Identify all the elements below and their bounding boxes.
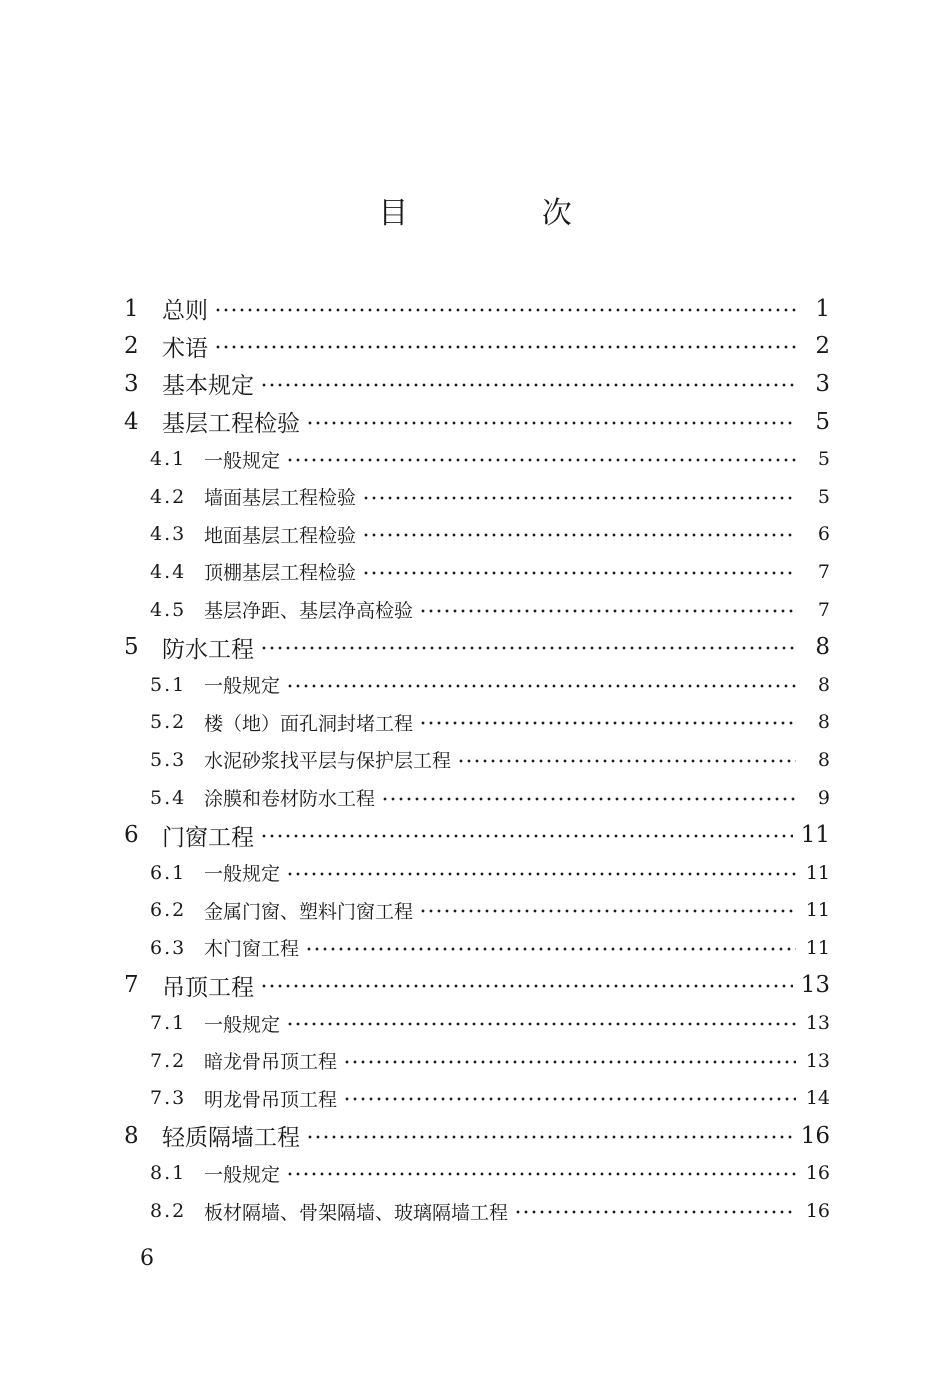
toc-entry-number: 1	[124, 295, 139, 322]
toc-dot-leader	[419, 909, 796, 913]
toc-entry-page: 13	[805, 1049, 830, 1072]
footer-page-number: 6	[140, 1246, 154, 1271]
toc-entry-page: 11	[805, 936, 830, 959]
toc-entry-label: 防水工程	[162, 636, 254, 663]
toc-chapter-entry[interactable]	[124, 967, 830, 1005]
toc-entry-page: 5	[815, 408, 830, 435]
table-of-contents	[124, 290, 830, 1230]
toc-entry-number: 2	[124, 333, 139, 360]
toc-section-entry[interactable]	[124, 704, 830, 742]
toc-entry-label: 明龙骨吊顶工程	[204, 1088, 338, 1111]
toc-entry-number: 7.2	[150, 1049, 187, 1072]
toc-entry-page: 6	[817, 523, 830, 546]
toc-chapter-entry[interactable]	[124, 403, 830, 441]
toc-entry-page: 7	[817, 560, 830, 583]
toc-entry-number: 5.4	[150, 786, 187, 809]
toc-entry-label: 水泥砂浆找平层与保护层工程	[204, 750, 452, 773]
toc-entry-label: 门窗工程	[162, 824, 254, 851]
toc-dot-leader	[362, 496, 796, 500]
toc-entry-label: 金属门窗、塑料门窗工程	[204, 900, 414, 923]
toc-entry-label: 一般规定	[204, 449, 281, 472]
toc-entry-page: 11	[805, 861, 830, 884]
toc-entry-number: 3	[124, 370, 139, 397]
toc-dot-leader	[260, 383, 796, 387]
toc-entry-number: 4.4	[150, 560, 187, 583]
toc-section-entry[interactable]	[124, 1155, 830, 1193]
toc-dot-leader	[286, 684, 796, 688]
toc-entry-label: 总则	[162, 298, 208, 325]
toc-entry-number: 7.3	[150, 1087, 187, 1110]
toc-entry-number: 8.2	[150, 1200, 187, 1223]
toc-entry-page: 8	[817, 673, 830, 696]
toc-entry-page: 5	[817, 448, 830, 471]
toc-dot-leader	[286, 872, 796, 876]
toc-dot-leader	[306, 421, 796, 425]
toc-dot-leader	[343, 1060, 796, 1064]
toc-dot-leader	[286, 1172, 796, 1176]
toc-dot-leader	[457, 759, 796, 763]
toc-dot-leader	[306, 1135, 793, 1139]
toc-section-entry[interactable]	[124, 741, 830, 779]
toc-entry-number: 5	[124, 634, 139, 661]
toc-entry-label: 暗龙骨吊顶工程	[204, 1051, 338, 1074]
toc-entry-page: 13	[800, 972, 830, 999]
toc-entry-number: 4.3	[150, 523, 187, 546]
toc-entry-number: 5.3	[150, 748, 187, 771]
toc-dot-leader	[286, 458, 796, 462]
toc-entry-label: 一般规定	[204, 1013, 281, 1036]
toc-section-entry[interactable]	[124, 1079, 830, 1117]
toc-section-entry[interactable]	[124, 854, 830, 892]
toc-entry-number: 8.1	[150, 1162, 187, 1185]
toc-section-entry[interactable]	[124, 516, 830, 554]
toc-section-entry[interactable]	[124, 1004, 830, 1042]
toc-chapter-entry[interactable]	[124, 816, 830, 854]
toc-dot-leader	[419, 721, 796, 725]
toc-entry-page: 3	[815, 370, 830, 397]
toc-dot-leader	[286, 1022, 796, 1026]
toc-dot-leader	[362, 571, 796, 575]
toc-entry-label: 涂膜和卷材防水工程	[204, 788, 376, 811]
toc-entry-number: 6	[124, 822, 139, 849]
toc-dot-leader	[362, 533, 796, 537]
toc-entry-number: 8	[124, 1122, 139, 1149]
toc-dot-leader	[260, 646, 796, 650]
toc-entry-label: 基层净距、基层净高检验	[204, 600, 414, 623]
toc-entry-page: 1	[815, 295, 830, 322]
toc-entry-number: 4.1	[150, 448, 187, 471]
page-title: 目 次	[378, 196, 634, 231]
toc-chapter-entry[interactable]	[124, 290, 830, 328]
toc-section-entry[interactable]	[124, 478, 830, 516]
toc-entry-label: 地面基层工程检验	[204, 524, 357, 547]
toc-entry-number: 7	[124, 972, 139, 999]
toc-section-entry[interactable]	[124, 779, 830, 817]
toc-entry-page: 7	[817, 598, 830, 621]
toc-section-entry[interactable]	[124, 1192, 830, 1230]
toc-dot-leader	[419, 609, 796, 613]
toc-dot-leader	[214, 345, 796, 349]
toc-section-entry[interactable]	[124, 892, 830, 930]
toc-chapter-entry[interactable]	[124, 365, 830, 403]
toc-entry-number: 7.1	[150, 1012, 187, 1035]
toc-chapter-entry[interactable]	[124, 628, 830, 666]
toc-dot-leader	[260, 984, 793, 988]
toc-entry-number: 4.2	[150, 485, 187, 508]
toc-dot-leader	[381, 797, 796, 801]
toc-entry-label: 一般规定	[204, 675, 281, 698]
toc-section-entry[interactable]	[124, 666, 830, 704]
toc-dot-leader	[214, 308, 796, 312]
toc-section-entry[interactable]	[124, 1042, 830, 1080]
toc-entry-label: 顶棚基层工程检验	[204, 562, 357, 585]
toc-entry-label: 轻质隔墙工程	[162, 1125, 300, 1152]
toc-section-entry[interactable]	[124, 440, 830, 478]
toc-dot-leader	[305, 947, 796, 951]
toc-entry-number: 4.5	[150, 598, 187, 621]
toc-entry-page: 16	[805, 1200, 830, 1223]
toc-entry-page: 8	[817, 711, 830, 734]
toc-section-entry[interactable]	[124, 553, 830, 591]
toc-section-entry[interactable]	[124, 591, 830, 629]
toc-entry-page: 9	[817, 786, 830, 809]
toc-entry-label: 木门窗工程	[204, 938, 300, 961]
toc-entry-label: 楼（地）面孔洞封堵工程	[204, 712, 414, 735]
toc-entry-page: 2	[815, 333, 830, 360]
toc-section-entry[interactable]	[124, 929, 830, 967]
toc-entry-page: 8	[817, 748, 830, 771]
toc-entry-label: 墙面基层工程检验	[204, 487, 357, 510]
toc-chapter-entry[interactable]	[124, 1117, 830, 1155]
toc-entry-label: 术语	[162, 335, 208, 362]
toc-entry-page: 11	[805, 899, 830, 922]
toc-entry-label: 一般规定	[204, 863, 281, 886]
toc-entry-label: 基层工程检验	[162, 411, 300, 438]
toc-entry-label: 吊顶工程	[162, 974, 254, 1001]
toc-entry-number: 5.1	[150, 673, 187, 696]
toc-entry-label: 板材隔墙、骨架隔墙、玻璃隔墙工程	[204, 1201, 509, 1224]
toc-dot-leader	[343, 1097, 796, 1101]
toc-entry-number: 4	[124, 408, 139, 435]
toc-dot-leader	[514, 1210, 796, 1214]
toc-entry-label: 基本规定	[162, 373, 254, 400]
toc-entry-page: 16	[805, 1162, 830, 1185]
toc-entry-label: 一般规定	[204, 1163, 281, 1186]
toc-entry-page: 8	[815, 634, 830, 661]
toc-entry-number: 6.1	[150, 861, 187, 884]
toc-entry-number: 5.2	[150, 711, 187, 734]
toc-entry-page: 5	[817, 485, 830, 508]
toc-entry-page: 16	[800, 1122, 830, 1149]
toc-entry-page: 13	[805, 1012, 830, 1035]
toc-entry-number: 6.2	[150, 899, 187, 922]
toc-entry-page: 14	[805, 1087, 830, 1110]
toc-chapter-entry[interactable]	[124, 328, 830, 366]
toc-dot-leader	[260, 834, 793, 838]
toc-entry-number: 6.3	[150, 936, 187, 959]
toc-entry-page: 11	[800, 822, 830, 849]
